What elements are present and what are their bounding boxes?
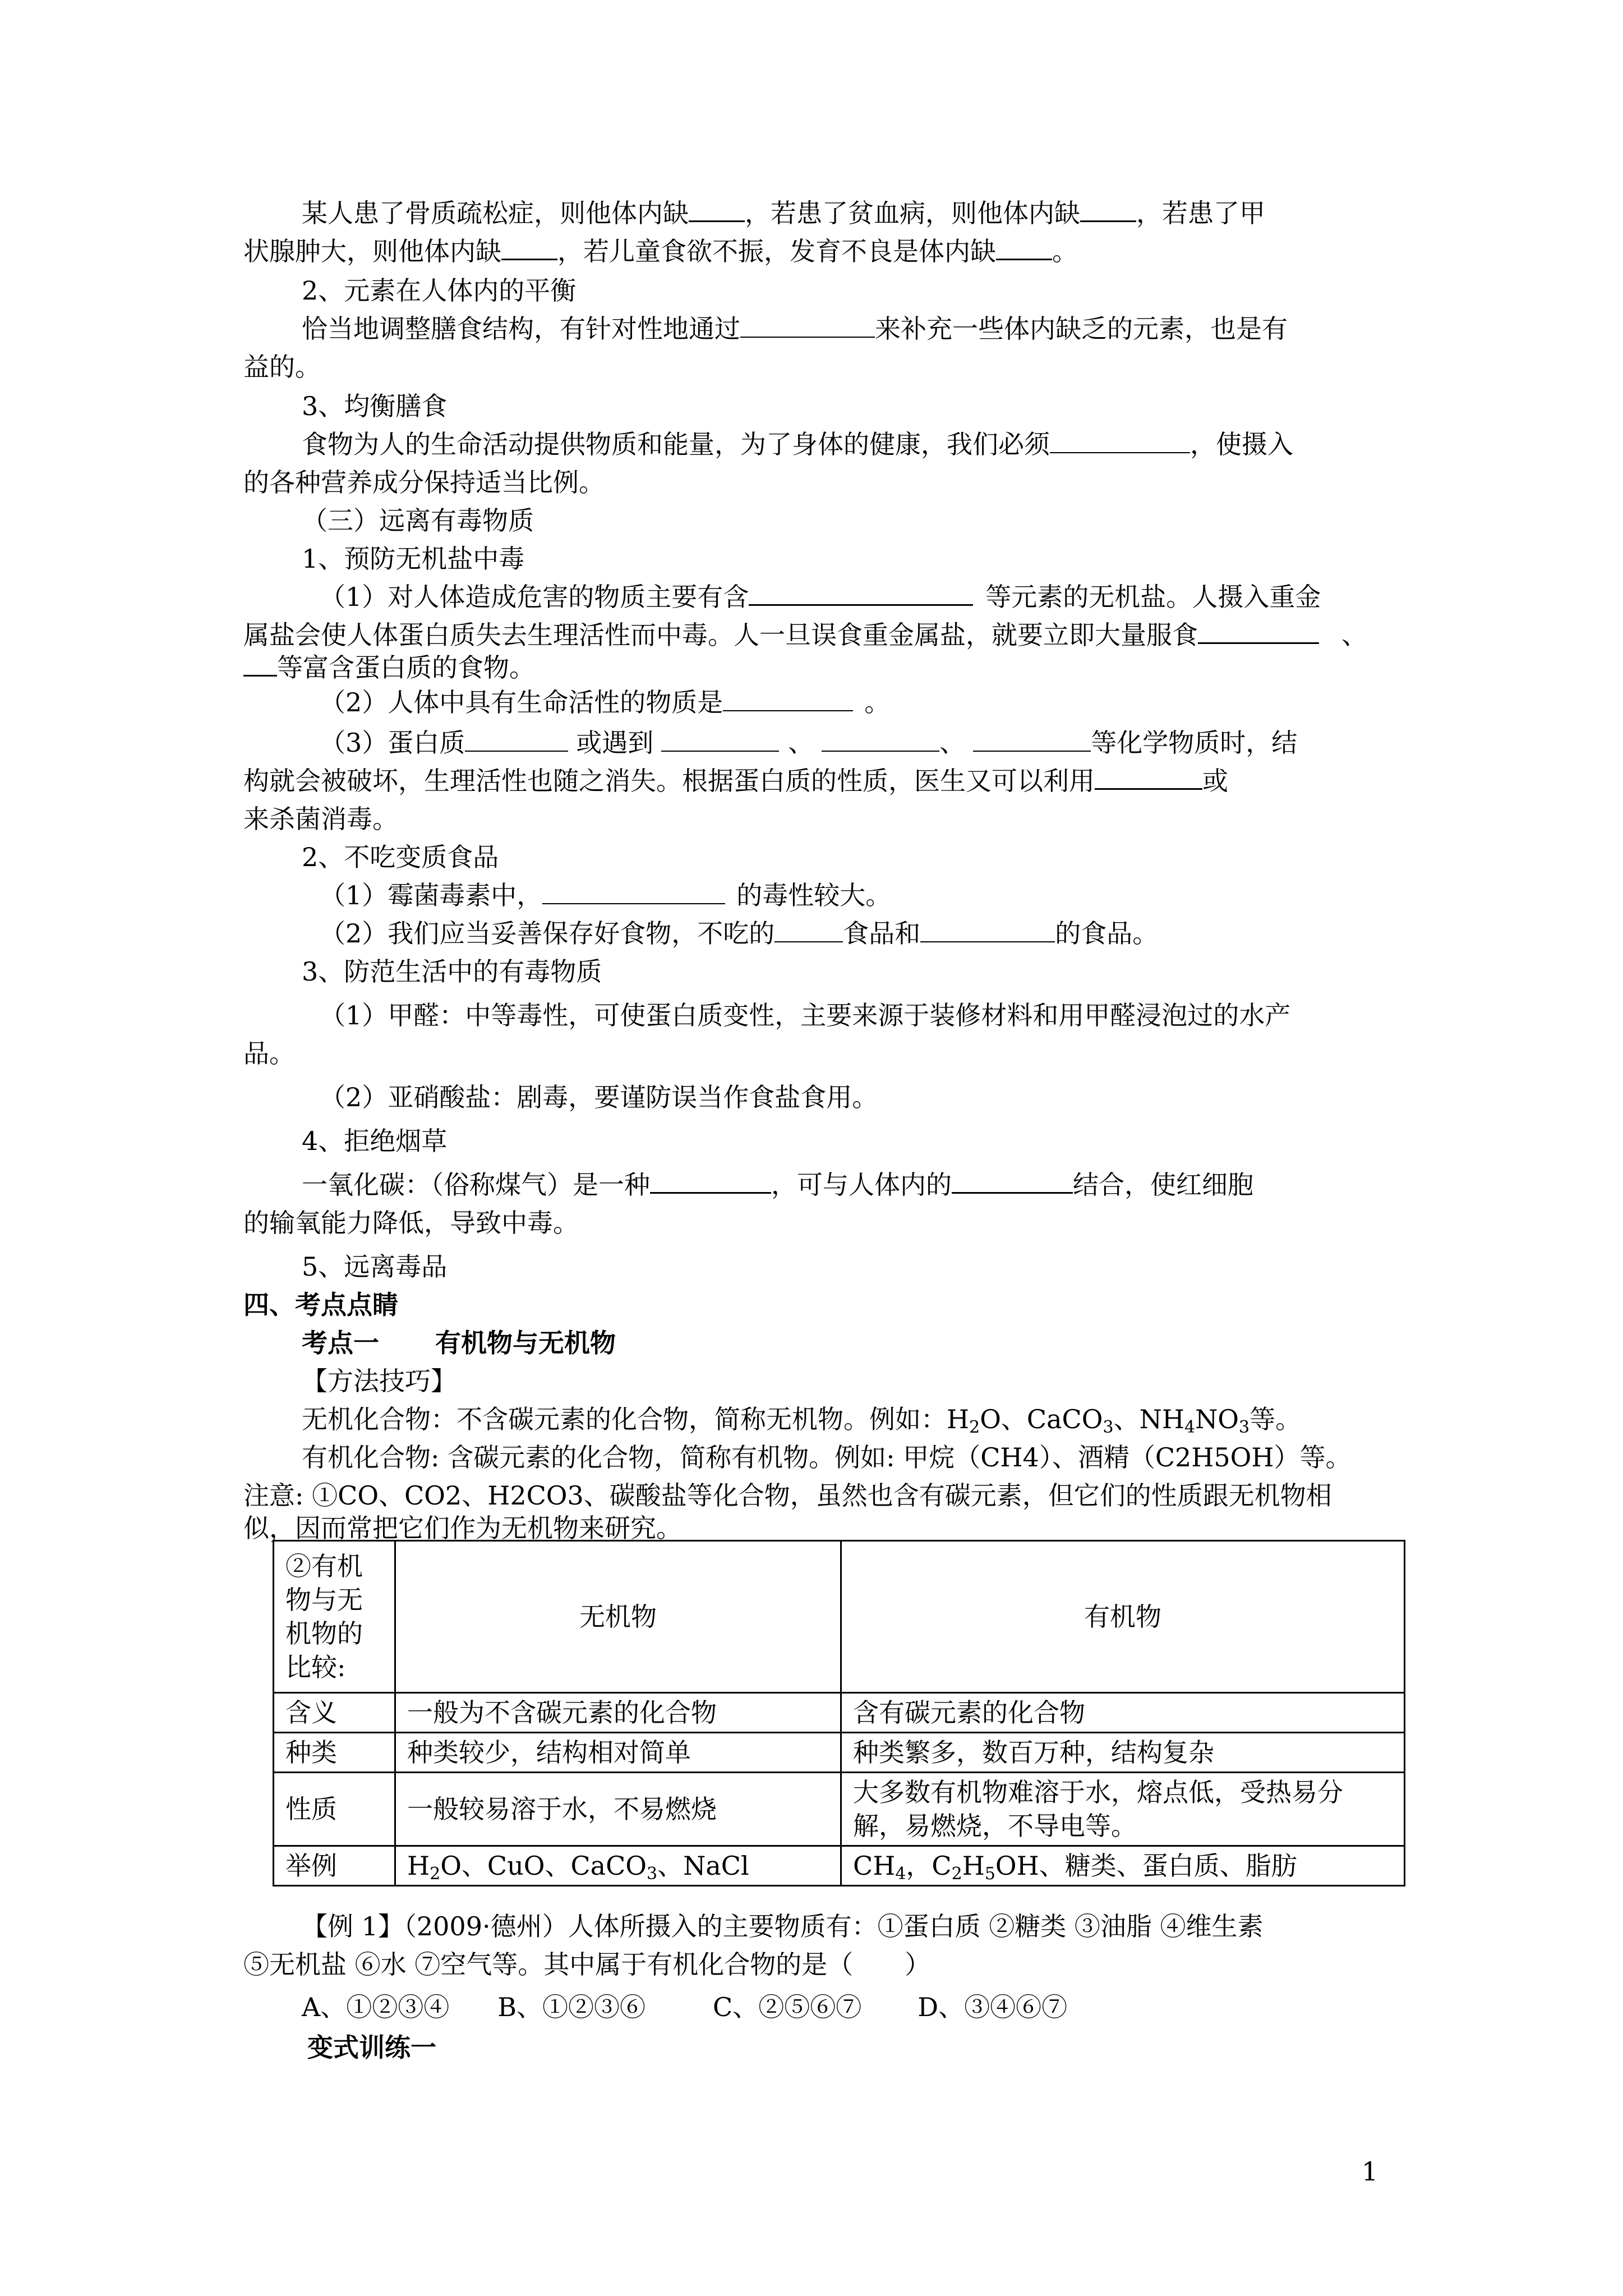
text-line: 等富含蛋白质的食物。 — [243, 651, 535, 684]
fill-blank[interactable] — [1080, 198, 1136, 222]
option-c[interactable]: C、②⑤⑥⑦ — [713, 1992, 862, 2022]
comparison-table — [273, 1540, 1405, 1887]
method-heading: 【方法技巧】 — [302, 1366, 457, 1396]
text-line: （1）甲醛：中等毒性，可使蛋白质变性，主要来源于装修材料和用甲醛浸泡过的水产 — [320, 1000, 1291, 1030]
text-line: （2）亚硝酸盐：剧毒，要谨防误当作食盐食用。 — [320, 1082, 878, 1112]
fill-blank[interactable] — [952, 1170, 1073, 1194]
section-heading: 1、预防无机盐中毒 — [302, 544, 525, 574]
part-heading: 四、考点点睛 — [243, 1290, 398, 1320]
text-line: 无机化合物：不含碳元素的化合物，简称无机物。例如：$H_2O$、CaCO$_3$、$NH_4NO_3$等。 — [302, 1404, 1302, 1437]
topic-heading: 考点一 有机物与无机物 — [302, 1328, 616, 1358]
fill-blank[interactable] — [1198, 620, 1319, 644]
text-line: 益的。 — [243, 352, 321, 382]
text-line: 某人患了骨质疏松症，则他体内缺 ，若患了贫血病，则他体内缺 ，若患了甲 — [302, 198, 1265, 228]
table-cell: 大多数有机物难溶于水，熔点低，受热易分解，易燃烧，不导电等。 — [841, 1773, 1405, 1846]
table-cell: 性质 — [274, 1773, 395, 1846]
text-line: 的输氧能力降低，导致中毒。 — [243, 1208, 579, 1238]
text-line: 一氧化碳：（俗称煤气）是一种 ，可与人体内的 结合，使红细胞 — [302, 1170, 1253, 1200]
fill-blank[interactable] — [650, 1170, 771, 1194]
section-heading: 3、防范生活中的有毒物质 — [302, 956, 602, 987]
fill-blank[interactable] — [774, 919, 843, 942]
page-number: 1 — [1362, 2156, 1378, 2187]
fill-blank[interactable] — [920, 919, 1055, 942]
fill-blank[interactable] — [542, 881, 725, 904]
table-cell: 种类繁多，数百万种，结构复杂 — [841, 1733, 1405, 1773]
option-d[interactable]: D、③④⑥⑦ — [917, 1992, 1068, 2022]
fill-blank[interactable] — [1050, 430, 1190, 453]
section-heading: 2、元素在人体内的平衡 — [302, 275, 577, 306]
fill-blank[interactable] — [740, 314, 875, 338]
text-line: 注意: ①CO、CO2、H2CO3、碳酸盐等化合物，虽然也含有碳元素，但它们的性质跟无机物相 — [243, 1480, 1332, 1511]
fill-blank[interactable] — [465, 728, 568, 752]
section-heading: 4、拒绝烟草 — [302, 1126, 448, 1156]
table-cell: 含有碳元素的化合物 — [841, 1693, 1405, 1733]
table-cell: 举例 — [274, 1846, 395, 1886]
exercise-heading: 变式训练一 — [307, 2032, 436, 2063]
example-question: 【例 1】（2009·德州）人体所摄入的主要物质有：①蛋白质 ②糖类 ③油脂 ④维生素 — [302, 1911, 1264, 1941]
fill-blank[interactable] — [243, 652, 277, 677]
fill-blank[interactable] — [996, 236, 1052, 260]
text-line: 品。 — [243, 1038, 295, 1069]
text-line: 似，因而常把它们作为无机物来研究。 — [243, 1513, 682, 1543]
table-row — [274, 1846, 1405, 1886]
text-line: （1）对人体造成危害的物质主要有含 等元素的无机盐。人摄入重金 — [320, 582, 1321, 612]
text-line: （2）人体中具有生命活性的物质是 。 — [320, 687, 891, 717]
table-cell: $H_2O$、CuO、CaCO$_3$、NaCl — [395, 1846, 841, 1886]
table-cell: 种类 — [274, 1733, 395, 1773]
text-line: （1）霉菌毒素中， 的毒性较大。 — [320, 880, 892, 910]
fill-blank[interactable] — [661, 728, 779, 752]
fill-blank[interactable] — [973, 728, 1091, 752]
fill-blank[interactable] — [822, 728, 939, 752]
text-line: 状腺肿大，则他体内缺 ，若儿童食欲不振，发育不良是体内缺 。 — [243, 236, 1078, 266]
text-line: （2）我们应当妥善保存好食物，不吃的 食品和 的食品。 — [320, 918, 1159, 949]
option-a[interactable]: A、①②③④ — [302, 1992, 450, 2022]
answer-options — [302, 1990, 1067, 2024]
table-cell: 种类较少，结构相对简单 — [395, 1733, 841, 1773]
fill-blank[interactable] — [749, 582, 973, 606]
fill-blank[interactable] — [689, 198, 745, 222]
table-cell: 一般为不含碳元素的化合物 — [395, 1693, 841, 1733]
table-cell: $CH_4$，$C_2H_5OH$、糖类、蛋白质、脂肪 — [841, 1846, 1405, 1886]
table-cell: 有机物 — [841, 1541, 1405, 1693]
option-b[interactable]: B、①②③⑥ — [497, 1992, 646, 2022]
fill-blank[interactable] — [501, 236, 557, 260]
fill-blank[interactable] — [723, 688, 853, 711]
table-cell: ②有机物与无机物的比较: — [274, 1541, 395, 1693]
section-heading: 3、均衡膳食 — [302, 391, 448, 421]
text-line: 来杀菌消毒。 — [243, 804, 398, 834]
text-line: 恰当地调整膳食结构，有针对性地通过 来补充一些体内缺乏的元素，也是有 — [302, 314, 1288, 344]
text-line: 食物为人的生命活动提供物质和能量，为了身体的健康，我们必须 ，使摄入 — [302, 429, 1293, 459]
table-row — [274, 1733, 1405, 1773]
table-row — [274, 1773, 1405, 1846]
text-line: 属盐会使人体蛋白质失去生理活性而中毒。人一旦误食重金属盐，就要立即大量服食 、 — [243, 620, 1367, 650]
table-cell: 含义 — [274, 1693, 395, 1733]
text-line: 有机化合物: 含碳元素的化合物，简称有机物。例如: 甲烷（CH4）、酒精（C2H5OH）等。 — [302, 1442, 1352, 1473]
section-heading: 5、远离毒品 — [302, 1251, 448, 1282]
section-heading: 2、不吃变质食品 — [302, 842, 499, 872]
example-question: ⑤无机盐 ⑥水 ⑦空气等。其中属于有机化合物的是（ ） — [243, 1949, 931, 1980]
text-line: 构就会被破坏，生理活性也随之消失。根据蛋白质的性质，医生又可以利用 或 — [243, 766, 1228, 796]
table-header-row — [274, 1541, 1405, 1693]
table-cell: 一般较易溶于水，不易燃烧 — [395, 1773, 841, 1846]
section-heading: （三）远离有毒物质 — [302, 505, 534, 536]
table-row — [274, 1693, 1405, 1733]
fill-blank[interactable] — [1095, 766, 1202, 790]
text-line: 的各种营养成分保持适当比例。 — [243, 467, 605, 498]
table-cell: 无机物 — [395, 1541, 841, 1693]
text-line: （3）蛋白质 或遇到 、 、 等化学物质时，结 — [320, 728, 1298, 758]
